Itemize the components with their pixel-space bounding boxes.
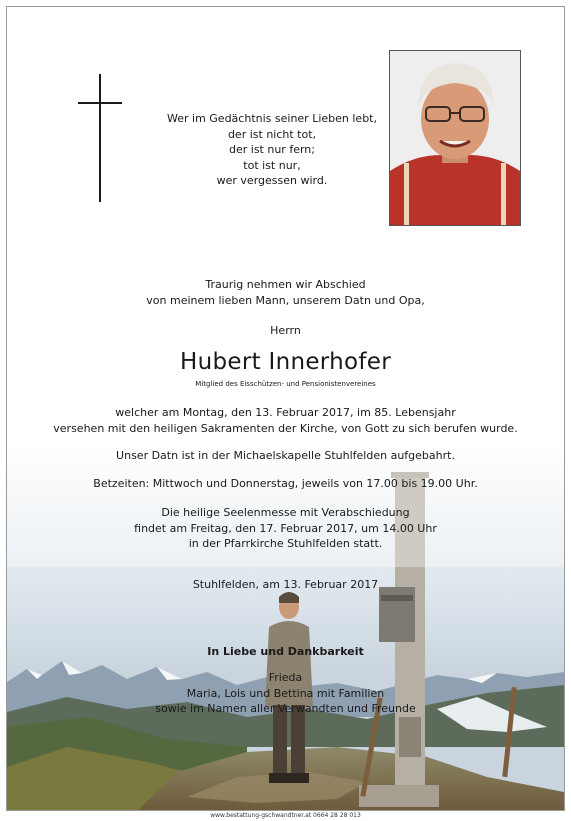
mourner-line: Maria, Lois und Bettina mit Familien <box>186 686 385 700</box>
verse-line: der ist nur fern; <box>229 143 315 156</box>
mourners <box>7 670 564 717</box>
death-line: welcher am Montag, den 13. Februar 2017, im 85. Lebensjahr <box>115 406 456 419</box>
verse-line: der ist nicht tot, <box>227 127 317 141</box>
cross-icon-bar <box>78 102 122 104</box>
death-line: versehen mit den heiligen Sakramenten der Kirche, von Gott zu sich berufen wurde. <box>53 421 518 435</box>
mountain-background-photo <box>7 447 564 811</box>
verse-line: Wer im Gedächtnis seiner Lieben lebt, <box>167 112 377 125</box>
mourner-line: sowie im Namen aller Verwandten und Freunde <box>155 702 416 715</box>
salutation: Herrn <box>270 324 301 337</box>
membership-note: Mitglied des Eisschützen- und Pensionistenvereines <box>195 380 376 388</box>
mass-line: findet am Freitag, den 17. Februar 2017, um 14.00 Uhr <box>134 521 437 535</box>
deceased-name: Hubert Innerhofer <box>180 349 391 375</box>
verse-line: wer vergessen wird. <box>216 174 328 187</box>
cross-icon <box>99 74 101 202</box>
memorial-verse <box>157 111 387 189</box>
mourner-line: Frieda <box>268 671 303 684</box>
intro-line: Traurig nehmen wir Abschied <box>205 278 366 291</box>
verse-line: tot ist nur, <box>243 158 301 172</box>
portrait-photo <box>389 50 521 226</box>
laid-out-notice: Unser Datn ist in der Michaelskapelle Stuhlfelden aufgebahrt. <box>116 449 455 462</box>
mass-line: in der Pfarrkirche Stuhlfelden statt. <box>188 537 383 550</box>
place-date: Stuhlfelden, am 13. Februar 2017 <box>192 578 379 591</box>
intro-line: von meinem lieben Mann, unserem Datn und Opa, <box>146 293 425 307</box>
prayer-times: Betzeiten: Mittwoch und Donnerstag, jeweils von 17.00 bis 19.00 Uhr. <box>93 477 478 490</box>
closing-line: In Liebe und Dankbarkeit <box>207 645 364 658</box>
intro-text <box>7 277 564 308</box>
mass-line: Die heilige Seelenmesse mit Verabschiedung <box>161 506 410 519</box>
funeral-mass <box>7 505 564 552</box>
death-notice <box>7 405 564 436</box>
footer-contact: www.bestattung-gschwandtner.at 0664 28 28 013 <box>210 812 361 819</box>
notice-frame <box>6 6 565 811</box>
